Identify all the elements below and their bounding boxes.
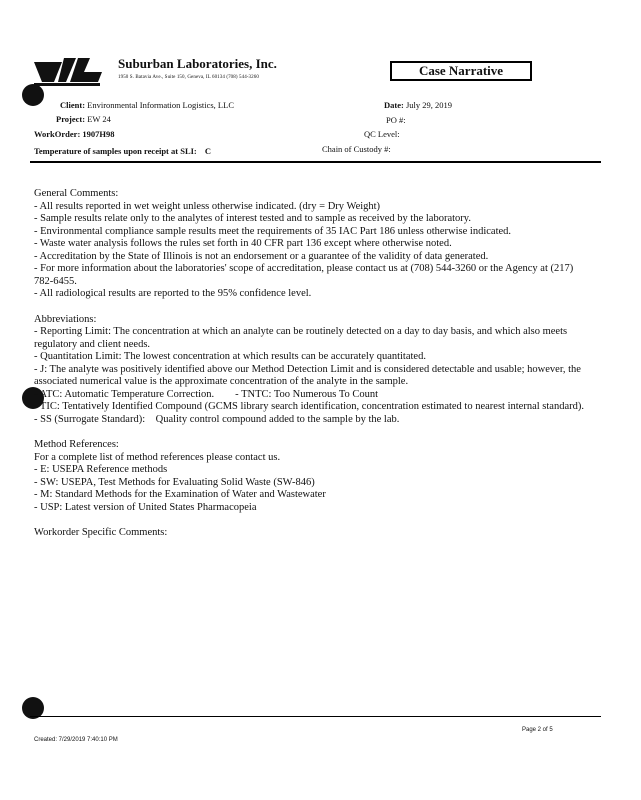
workorder-row: [34, 129, 115, 139]
project-label: Project:: [56, 114, 86, 124]
client-value: Environmental Information Logistics, LLC: [87, 100, 234, 110]
company-logo: [32, 56, 112, 88]
general-line: - All results reported in wet weight unless otherwise indicated. (dry = Dry Weight): [34, 200, 381, 212]
method-references-heading: Method References:: [34, 439, 119, 450]
document-title: Case Narrative: [390, 61, 532, 81]
general-line: - All radiological results are reported to the 95% confidence level.: [34, 288, 312, 299]
narrative-body: [34, 188, 594, 540]
qc-level-label: QC Level:: [364, 129, 400, 139]
created-timestamp: Created: 7/29/2019 7:40:10 PM: [34, 737, 118, 743]
client-label: Client:: [60, 100, 86, 110]
company-address: 1950 S. Batavia Ave., Suite 150, Geneva, IL 60134 (708) 544-3260: [118, 75, 259, 80]
general-line: - Waste water analysis follows the rules set forth in 40 CFR part 136 except where otherwise noted.: [34, 238, 452, 249]
company-name: Suburban Laboratories, Inc.: [118, 56, 277, 71]
general-line: - Environmental compliance sample results meet the requirements of 35 IAC Part 186 unless otherwise indicated.: [34, 225, 512, 237]
header-divider: [30, 161, 601, 163]
workorder-comments-heading: Workorder Specific Comments:: [34, 527, 168, 538]
abbreviation-line: - Reporting Limit: The concentration at which an analyte can be routinely detected on a day to day basis, and which also meets regulatory and client needs.: [34, 326, 568, 350]
date-row: [384, 100, 452, 110]
client-row: [60, 100, 234, 110]
project-value: EW 24: [87, 114, 111, 124]
abbreviation-line: - J: The analyte was positively identified above our Method Detection Limit and is considered detectable and usable; however, the associated numerical value is the approximate concentration of the analyte in the sample.: [34, 363, 581, 387]
abbreviation-line: - ATC: Automatic Temperature Correction. - TNTC: Too Numerous To Count: [34, 388, 379, 400]
project-row: [56, 114, 111, 124]
general-line: - For more information about the laboratories' scope of accreditation, please contact us at (708) 544-3260 or the Agency at (217) 782-6455.: [34, 263, 574, 287]
workorder-value: 1907H98: [82, 129, 115, 139]
temperature-value: C: [204, 146, 212, 156]
date-value: July 29, 2019: [405, 100, 452, 110]
page-number: Page 2 of 5: [522, 727, 553, 733]
abbreviation-line: - TIC: Tentatively Identified Compound (GCMS library search identification, concentration estimated to nearest internal standard).: [34, 401, 584, 412]
chain-of-custody-label: Chain of Custody #:: [322, 144, 391, 154]
abbreviations-heading: Abbreviations:: [34, 313, 97, 325]
method-line: - E: USEPA Reference methods: [34, 464, 168, 475]
temperature-label: Temperature of samples upon receipt at SLI:: [34, 146, 197, 156]
abbreviation-line: - Quantitation Limit: The lowest concentration at which results can be accurately quantitated.: [34, 351, 426, 362]
temperature-row: [34, 146, 211, 156]
po-label: PO #:: [386, 115, 406, 125]
footer-divider: [30, 716, 601, 717]
general-line: - Accreditation by the State of Illinois is not an endorsement or a guarantee of the validity of data generated.: [34, 250, 489, 262]
method-line: - M: Standard Methods for the Examination of Water and Wastewater: [34, 489, 326, 500]
method-line: - SW: USEPA, Test Methods for Evaluating Solid Waste (SW-846): [34, 476, 315, 488]
method-line: For a complete list of method references please contact us.: [34, 451, 281, 463]
date-label: Date:: [384, 100, 404, 110]
general-line: - Sample results relate only to the analytes of interest tested and to sample as received by the laboratory.: [34, 213, 471, 224]
method-line: - USP: Latest version of United States Pharmacopeia: [34, 501, 257, 513]
workorder-label: WorkOrder:: [34, 129, 81, 139]
abbreviation-line: - SS (Surrogate Standard): Quality control compound added to the sample by the lab.: [34, 413, 400, 425]
general-comments-heading: General Comments:: [34, 188, 119, 199]
